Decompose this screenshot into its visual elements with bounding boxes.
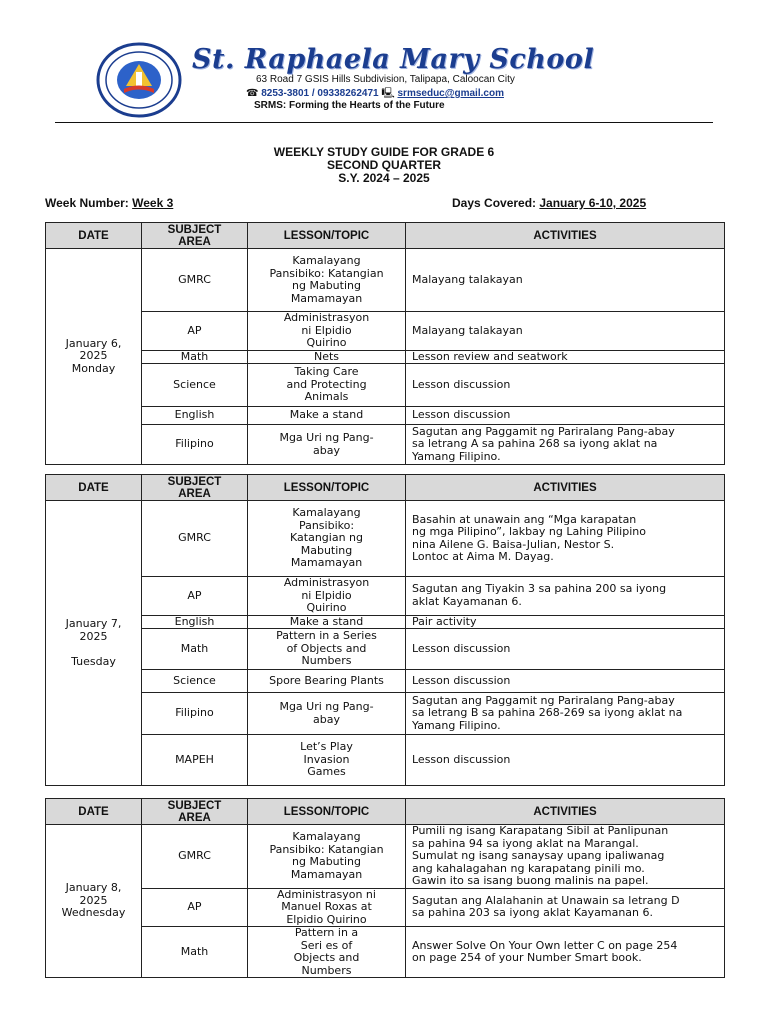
- text-line: Sagutan ang Paggamit ng Pariralang Pang-abay: [412, 693, 675, 707]
- text-line: Spore Bearing Plants: [269, 673, 384, 687]
- text-line: Pumili ng isang Karapatang Sibil at Panlipunan: [412, 824, 669, 837]
- school-letterhead: [96, 40, 656, 120]
- subject-header-line: SUBJECT: [167, 799, 222, 812]
- activity-cell: [406, 888, 725, 927]
- text-line: of Objects and: [286, 641, 367, 655]
- school-phone: 8253-3801 / 09338262471: [261, 88, 379, 99]
- text-line: Make a stand: [289, 614, 364, 628]
- table-row: [46, 927, 725, 978]
- lesson-topic-cell: [248, 407, 406, 425]
- text-line: Katangian ng: [290, 531, 363, 545]
- text-line: Pansibiko:: [298, 518, 355, 532]
- lesson-topic-cell: [248, 501, 406, 577]
- text-line: Pansibiko: Katangian: [269, 266, 384, 280]
- subject-cell: AP: [142, 312, 248, 351]
- subject-cell: GMRC: [142, 249, 248, 312]
- lesson-topic-cell: [248, 615, 406, 629]
- text-line: Lesson discussion: [412, 377, 511, 391]
- text-line: Wednesday: [61, 906, 126, 920]
- text-line: Seri es of: [300, 938, 353, 952]
- text-line: Mamamayan: [290, 867, 363, 881]
- week-label: Week Number:: [45, 196, 133, 210]
- school-seal-icon: [96, 42, 182, 118]
- text-line: ni Elpidio: [301, 323, 352, 337]
- phone-icon: ☎: [246, 88, 259, 99]
- subject-header-line: SUBJECT: [167, 475, 222, 488]
- text-line: Sumulat ng isang sanaysay upang ipaliwanag: [412, 849, 665, 862]
- table-row: [46, 364, 725, 407]
- table-row: [46, 888, 725, 927]
- table-row: [46, 825, 725, 889]
- title-line-1: WEEKLY STUDY GUIDE FOR GRADE 6: [273, 145, 495, 159]
- text-line: ng mga Pilipino”, lakbay ng Lahing Pilipino: [412, 525, 646, 538]
- activity-cell: [406, 735, 725, 786]
- activity-cell: [406, 249, 725, 312]
- school-slogan: SRMS: Forming the Hearts of the Future: [254, 100, 445, 111]
- text-line: Kamalayang: [292, 254, 361, 267]
- week-number: [45, 196, 173, 210]
- text-line: Kamalayang: [292, 830, 361, 844]
- days-covered: [452, 196, 646, 210]
- school-address: 63 Road 7 GSIS Hills Subdivision, Talipapa, Caloocan City: [256, 74, 515, 85]
- text-line: Numbers: [301, 654, 352, 668]
- text-line: Answer Solve On Your Own letter C on page 254: [412, 938, 678, 952]
- week-value: Week 3: [132, 196, 174, 210]
- text-line: ni Elpidio: [301, 588, 352, 602]
- column-header-activities: ACTIVITIES: [406, 475, 725, 501]
- date-cell: [46, 825, 142, 978]
- date-cell: [46, 501, 142, 786]
- text-line: Pansibiko: Katangian: [269, 842, 384, 856]
- subject-cell: Science: [142, 670, 248, 693]
- table-header-row: [46, 223, 725, 249]
- activity-cell: [406, 693, 725, 735]
- header-divider: [55, 122, 713, 123]
- text-line: Basahin at unawain ang “Mga karapatan: [412, 512, 637, 526]
- table-row: [46, 577, 725, 616]
- text-line: sa letrang B sa pahina 268-269 sa iyong aklat na: [412, 706, 683, 720]
- text-line: Numbers: [301, 963, 352, 977]
- title-line-2: SECOND QUARTER: [326, 158, 441, 172]
- column-header-activities: ACTIVITIES: [406, 799, 725, 825]
- lesson-topic-cell: [248, 888, 406, 927]
- lesson-topic-cell: [248, 629, 406, 670]
- subject-cell: Math: [142, 927, 248, 978]
- table-row: [46, 670, 725, 693]
- text-line: Malayang talakayan: [412, 272, 523, 286]
- text-line: Games: [307, 765, 346, 779]
- table-row: [46, 693, 725, 735]
- subject-cell: English: [142, 615, 248, 629]
- study-guide-table-monday: [45, 222, 725, 465]
- text-line: Mamamayan: [290, 291, 363, 305]
- text-line: January 8,: [65, 881, 122, 895]
- text-line: Sagutan ang Alalahanin at Unawain sa letrang D: [412, 893, 680, 907]
- text-line: Lesson review and seatwork: [412, 349, 568, 363]
- text-line: Monday: [71, 361, 116, 375]
- subject-cell: Math: [142, 629, 248, 670]
- table-row: [46, 735, 725, 786]
- subject-cell: English: [142, 407, 248, 425]
- text-line: January 6,: [65, 336, 122, 350]
- table-header-row: [46, 799, 725, 825]
- document-title: [0, 146, 768, 185]
- table-header-row: [46, 475, 725, 501]
- text-line: sa pahina 203 sa iyong aklat Kayamanan 6.: [412, 906, 653, 920]
- column-header-date: DATE: [46, 223, 142, 249]
- text-line: Animals: [304, 390, 349, 404]
- text-line: abay: [313, 712, 340, 726]
- column-header-date: DATE: [46, 799, 142, 825]
- text-line: Nets: [313, 349, 340, 363]
- lesson-topic-cell: [248, 735, 406, 786]
- school-email-link[interactable]: srmseduc@gmail.com: [397, 88, 504, 99]
- text-line: January 7,: [65, 617, 122, 630]
- title-line-3: S.Y. 2024 – 2025: [338, 171, 430, 185]
- subject-cell: Filipino: [142, 425, 248, 465]
- table-row: [46, 629, 725, 670]
- text-line: sa letrang A sa pahina 268 sa iyong aklat na: [412, 437, 658, 451]
- column-header-lesson-topic: LESSON/TOPIC: [248, 799, 406, 825]
- subject-header-line: AREA: [178, 235, 211, 248]
- column-header-subject-area: [142, 799, 248, 825]
- table-row: [46, 425, 725, 465]
- lesson-topic-cell: [248, 577, 406, 616]
- activity-cell: [406, 629, 725, 670]
- activity-cell: [406, 350, 725, 364]
- subject-cell: AP: [142, 888, 248, 927]
- subject-header-line: SUBJECT: [167, 223, 222, 236]
- text-line: Gawin ito sa isang buong malinis na papel.: [412, 874, 649, 887]
- text-line: Mga Uri ng Pang-: [279, 431, 374, 444]
- text-line: Sagutan ang Paggamit ng Pariralang Pang-abay: [412, 424, 675, 438]
- table-row: [46, 350, 725, 364]
- table-row: [46, 407, 725, 425]
- subject-header-line: AREA: [178, 487, 211, 500]
- activity-cell: [406, 577, 725, 616]
- text-line: Lesson discussion: [412, 641, 511, 655]
- text-line: ng Mabuting: [292, 279, 361, 292]
- text-line: Elpidio Quirino: [286, 912, 367, 926]
- text-line: Yamang Filipino.: [412, 449, 501, 463]
- text-line: Taking Care: [294, 365, 359, 379]
- date-cell: [46, 249, 142, 465]
- text-line: Pair activity: [412, 614, 477, 628]
- text-line: Lesson discussion: [412, 752, 511, 766]
- text-line: 2025: [79, 893, 108, 907]
- lesson-topic-cell: [248, 364, 406, 407]
- table-row: [46, 312, 725, 351]
- text-line: Quirino: [306, 601, 347, 614]
- text-line: ang kahalagahan ng karapatang pinili mo.: [412, 861, 645, 875]
- text-line: Pattern in a Series: [276, 629, 377, 643]
- lesson-topic-cell: [248, 927, 406, 978]
- subject-cell: Math: [142, 350, 248, 364]
- table-row: [46, 501, 725, 577]
- column-header-lesson-topic: LESSON/TOPIC: [248, 475, 406, 501]
- table-row: [46, 615, 725, 629]
- lesson-topic-cell: [248, 249, 406, 312]
- lesson-topic-cell: [248, 312, 406, 351]
- subject-header-line: AREA: [178, 811, 211, 824]
- text-line: Lesson discussion: [412, 408, 511, 422]
- text-line: Administrasyon ni: [277, 887, 376, 901]
- text-line: Tuesday: [71, 654, 116, 668]
- activity-cell: [406, 407, 725, 425]
- text-line: Mamamayan: [290, 556, 363, 570]
- text-line: ng Mabuting: [292, 855, 361, 869]
- text-line: Sagutan ang Tiyakin 3 sa pahina 200 sa iyong: [412, 582, 667, 596]
- text-line: Lesson discussion: [412, 673, 511, 687]
- activity-cell: [406, 670, 725, 693]
- column-header-subject-area: [142, 223, 248, 249]
- text-line: Invasion: [303, 752, 350, 766]
- lesson-topic-cell: [248, 670, 406, 693]
- study-guide-table-wednesday: [45, 798, 725, 978]
- text-line: Administrasyon: [283, 576, 370, 589]
- text-line: 2025: [79, 629, 108, 643]
- text-line: abay: [313, 443, 340, 457]
- text-line: Manuel Roxas at: [281, 900, 372, 913]
- text-line: Malayang talakayan: [412, 323, 523, 337]
- activity-cell: [406, 364, 725, 407]
- lesson-topic-cell: [248, 693, 406, 735]
- lesson-topic-cell: [248, 425, 406, 465]
- days-label: Days Covered:: [452, 196, 540, 210]
- subject-cell: Filipino: [142, 693, 248, 735]
- activity-cell: [406, 615, 725, 629]
- text-line: sa pahina 94 sa iyong aklat na Marangal.: [412, 836, 639, 850]
- text-line: Mga Uri ng Pang-: [279, 700, 374, 713]
- text-line: Let’s Play: [300, 740, 353, 754]
- text-line: on page 254 of your Number Smart book.: [412, 951, 642, 964]
- table-row: [46, 249, 725, 312]
- activity-cell: [406, 501, 725, 577]
- text-line: nina Ailene G. Baisa-Julian, Nestor S.: [412, 537, 615, 551]
- activity-cell: [406, 927, 725, 978]
- activity-cell: [406, 825, 725, 889]
- subject-cell: MAPEH: [142, 735, 248, 786]
- school-name: St. Raphaela Mary School: [192, 44, 595, 75]
- subject-cell: Science: [142, 364, 248, 407]
- text-line: Yamang Filipino.: [412, 718, 501, 732]
- column-header-lesson-topic: LESSON/TOPIC: [248, 223, 406, 249]
- days-value: January 6-10, 2025: [539, 196, 647, 210]
- activity-cell: [406, 312, 725, 351]
- study-guide-table-tuesday: [45, 474, 725, 786]
- text-line: Pattern in a: [294, 926, 359, 939]
- text-line: aklat Kayamanan 6.: [412, 594, 522, 608]
- subject-cell: GMRC: [142, 825, 248, 889]
- text-line: Lontoc at Aima M. Dayag.: [412, 550, 554, 563]
- text-line: Objects and: [293, 951, 360, 964]
- text-line: Administrasyon: [283, 311, 370, 324]
- subject-cell: AP: [142, 577, 248, 616]
- text-line: and Protecting: [286, 377, 367, 391]
- computer-icon: 🖳: [381, 88, 395, 99]
- subject-cell: GMRC: [142, 501, 248, 577]
- text-line: Make a stand: [289, 408, 364, 422]
- text-line: Kamalayang: [292, 506, 361, 520]
- text-line: Quirino: [306, 336, 347, 349]
- text-line: 2025: [79, 349, 108, 363]
- column-header-subject-area: [142, 475, 248, 501]
- lesson-topic-cell: [248, 825, 406, 889]
- lesson-topic-cell: [248, 350, 406, 364]
- activity-cell: [406, 425, 725, 465]
- text-line: Mabuting: [300, 543, 353, 557]
- column-header-activities: ACTIVITIES: [406, 223, 725, 249]
- column-header-date: DATE: [46, 475, 142, 501]
